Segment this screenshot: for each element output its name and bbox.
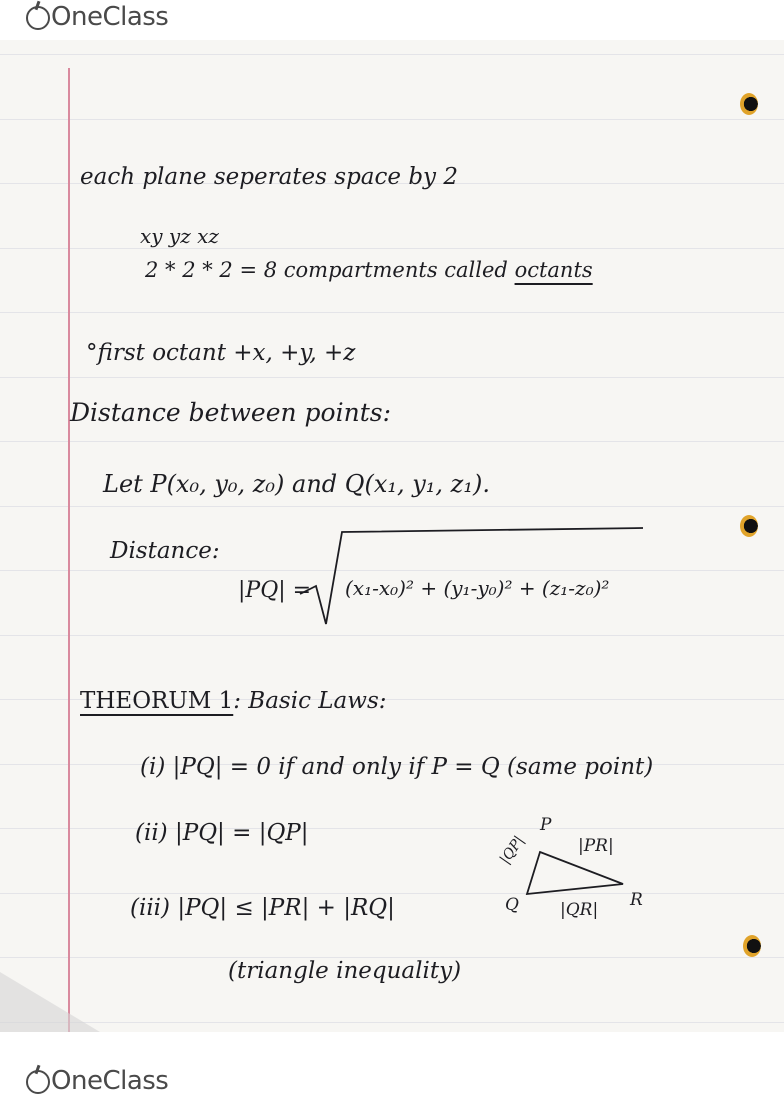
- punch-hole-icon: [740, 515, 758, 537]
- note-plane-labels: xy yz xz: [140, 224, 219, 248]
- ruled-line: [0, 828, 784, 829]
- law-two: (ii) |PQ| = |QP|: [135, 820, 309, 846]
- ruled-line: [0, 248, 784, 249]
- logo-mark-icon: [26, 6, 50, 30]
- ruled-line: [0, 312, 784, 313]
- ruled-line: [0, 1022, 784, 1023]
- ruled-line: [0, 377, 784, 378]
- vertex-p: P: [540, 815, 552, 835]
- ruled-line: [0, 893, 784, 894]
- note-octant-count: [145, 258, 593, 282]
- side-qp-label: |QP|: [497, 833, 528, 868]
- margin-line: [68, 68, 70, 1032]
- side-pr-label: |PR|: [578, 836, 614, 856]
- punch-hole-icon: [740, 93, 758, 115]
- law-one: (i) |PQ| = 0 if and only if P = Q (same point): [140, 754, 654, 780]
- ruled-line: [0, 441, 784, 442]
- note-line-planes: each plane seperates space by 2: [80, 164, 458, 190]
- theorem-heading: [80, 688, 387, 714]
- page-fold: [0, 972, 100, 1032]
- points-definition: Let P(x₀, y₀, z₀) and Q(x₁, y₁, z₁).: [103, 470, 490, 498]
- ruled-line: [0, 506, 784, 507]
- logo-text: OneClass: [51, 1066, 169, 1096]
- oneclass-logo-top: [26, 2, 168, 32]
- law-three: (iii) |PQ| ≤ |PR| + |RQ|: [130, 895, 395, 921]
- ruled-line: [0, 54, 784, 55]
- logo-mark-icon: [26, 1070, 50, 1094]
- theorem-subtitle: : Basic Laws:: [233, 688, 387, 714]
- side-qr-label: |QR|: [560, 900, 599, 920]
- octant-count-text: 2 * 2 * 2 = 8 compartments called: [145, 258, 508, 282]
- distance-label: Distance:: [110, 538, 220, 564]
- note-first-octant: °first octant +x, +y, +z: [86, 340, 356, 366]
- ruled-line: [0, 635, 784, 636]
- triangle-inequality-note: (triangle inequality): [228, 958, 462, 984]
- vertex-q: Q: [505, 895, 519, 915]
- octants-term: octants: [514, 258, 593, 282]
- ruled-line: [0, 119, 784, 120]
- formula-radicand: (x₁-x₀)² + (y₁-y₀)² + (z₁-z₀)²: [345, 576, 610, 600]
- oneclass-logo-bottom: [26, 1066, 168, 1096]
- vertex-r: R: [630, 890, 643, 910]
- punch-hole-icon: [743, 935, 761, 957]
- logo-text: OneClass: [51, 2, 169, 32]
- distance-heading: Distance between points:: [70, 398, 391, 427]
- theorem-title: THEORUM 1: [80, 688, 234, 714]
- formula-left: |PQ| =: [238, 578, 312, 603]
